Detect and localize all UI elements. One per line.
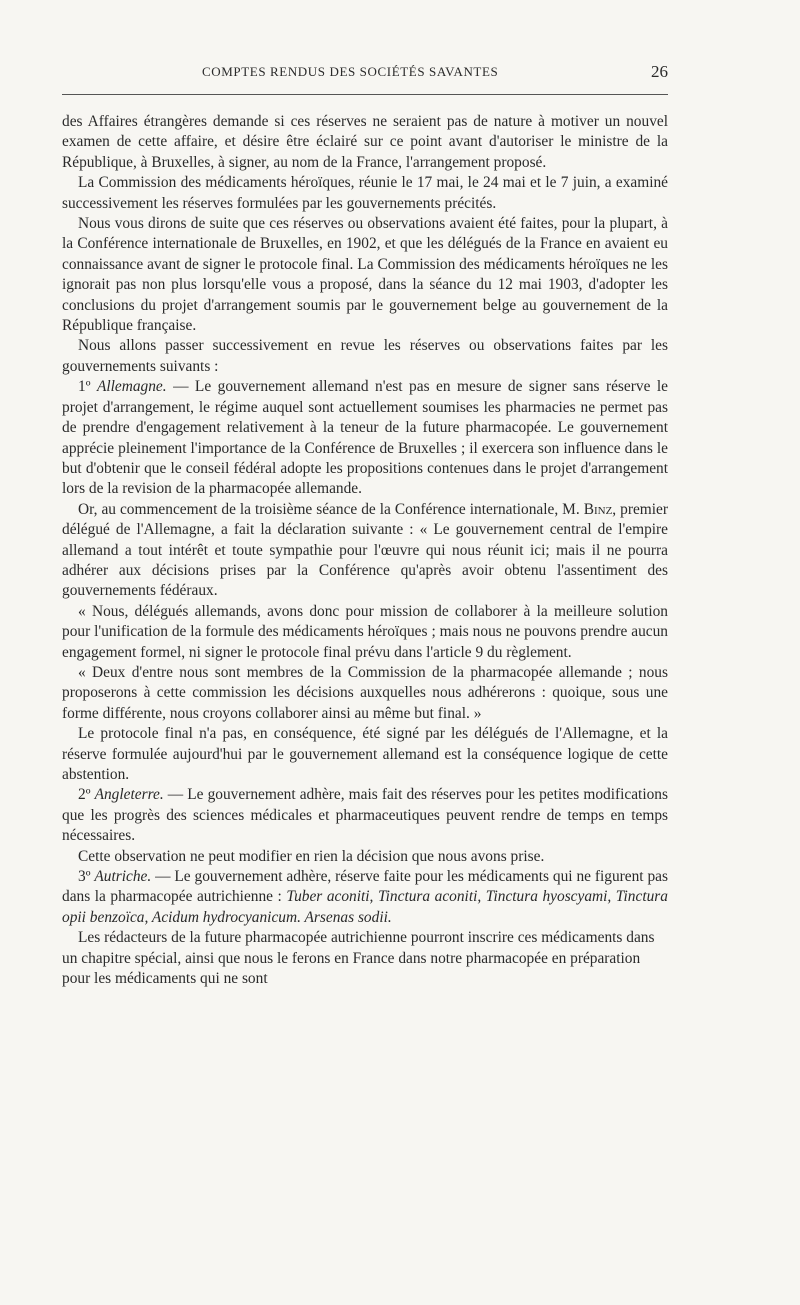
page-number: 26 <box>651 62 668 81</box>
paragraph-13: Les rédacteurs de la future pharmacopée autrichienne pourront inscrire ces médicaments dans un chapitre spécial, ainsi que nous le ferons en France dans notre pharmacopée en préparation pour les médicaments qui ne sont <box>62 929 655 988</box>
running-title: COMPTES RENDUS DES SOCIÉTÉS SAVANTES <box>202 64 499 79</box>
delegate-name: Binz <box>583 500 613 518</box>
country-name: Autriche. <box>94 868 152 886</box>
paragraph-text: — Le gouvernement adhère, réserve faite pour les médicaments qui ne figurent pas dans la pharmacopée autrichienne : <box>62 868 668 906</box>
paragraph-autriche <box>62 867 668 928</box>
item-number: 2º <box>78 786 91 804</box>
item-number: 1º <box>78 378 91 396</box>
country-name: Allemagne. <box>96 378 167 396</box>
paragraph-angleterre <box>62 785 668 846</box>
page-header <box>62 62 668 84</box>
paragraph-4: Nous allons passer successivement en revue les réserves ou observations faites par les gouvernements suivants : <box>62 337 668 375</box>
paragraph-7: « Nous, délégués allemands, avons donc pour mission de collaborer à la meilleure solution pour l'unification de la formule des médicaments héroïques ; mais nous ne pouvons prendre aucun engagement formel, ni signer le protocole final prévu dans l'article 9 du règlement. <box>62 602 668 661</box>
paragraph-1: des Affaires étrangères demande si ces réserves ne seraient pas de nature à motiver un nouvel examen de cette affaire, et désire être éclairé sur ce point avant d'autoriser le ministre de la République, à Bruxelles, à signer, au nom de la France, l'arrangement proposé. <box>62 113 668 171</box>
paragraph-text: , premier délégué de l'Allemagne, a fait la déclaration suivante : « Le gouvernement central de l'empire allemand a tout intérêt et toute sympathie pour l'œuvre qui nous réunit ici; mais il ne pourra adhérer aux décisions prises par la Conférence qu'après avoir obtenu l'assentiment des gouvernements fédéraux. <box>62 500 668 600</box>
country-name: Angleterre. <box>94 786 164 804</box>
paragraph-text: — Le gouvernement adhère, mais fait des réserves pour les petites modifications que les progrès des sciences médicales et pharmaceutiques peuvent rendre de temps en temps nécessaires. <box>62 786 668 845</box>
header-rule <box>62 94 668 95</box>
paragraph-binz <box>62 500 668 602</box>
paragraph-text: — Le gouvernement allemand n'est pas en mesure de signer sans réserve le projet d'arrangement, le régime auquel sont actuellement soumises les pharmacies ne permet pas de prendre d'engagement relativement à la teneur de la future pharmacopée. Le gouvernement apprécie pleinement l'importance de la Conférence de Bruxelles ; il exercera son influence dans le but d'obtenir que le conseil fédéral adopte les propositions contenues dans le projet d'arrangement lors de la revision de la pharmacopée allemande. <box>62 378 668 498</box>
drug-list: Tuber aconiti, Tinctura aconiti, Tinctura hyoscyami, Tinctura opii benzoïca, Acidum hydrocyanicum. Arsenas sodii. <box>62 888 668 926</box>
paragraph-allemagne <box>62 377 668 499</box>
book-page <box>62 0 668 1305</box>
paragraph-2: La Commission des médicaments héroïques, réunie le 17 mai, le 24 mai et le 7 juin, a examiné successivement les réserves formulées par les gouvernements précités. <box>62 174 668 212</box>
paragraph-8: « Deux d'entre nous sont membres de la Commission de la pharmacopée allemande ; nous proposerons à cette commission les décisions auxquelles nous adhérerons : quoique, sous une forme différente, nous croyons collaborer ainsi au même but final. » <box>62 663 668 722</box>
paragraph-text: Or, au commencement de la troisième séance de la Conférence internationale, M. <box>78 500 584 518</box>
item-number: 3º <box>78 868 91 886</box>
paragraph-9: Le protocole final n'a pas, en conséquence, été signé par les délégués de l'Allemagne, et la réserve formulée aujourd'hui par le gouvernement allemand est la conséquence logique de cette abstention. <box>62 725 668 783</box>
paragraph-3: Nous vous dirons de suite que ces réserves ou observations avaient été faites, pour la plupart, à la Conférence internationale de Bruxelles, en 1902, et que les délégués de la France en avaient eu connaissance avant de signer le protocole final. La Commission des médicaments héroïques ne les ignorait pas non plus lorsqu'elle vous a proposé, dans la séance du 12 mai 1903, d'adopter les conclusions du projet d'arrangement soumis par le gouvernement belge au gouvernement de la République française. <box>62 215 668 335</box>
body-text <box>62 112 668 989</box>
paragraph-11: Cette observation ne peut modifier en rien la décision que nous avons prise. <box>78 847 545 865</box>
